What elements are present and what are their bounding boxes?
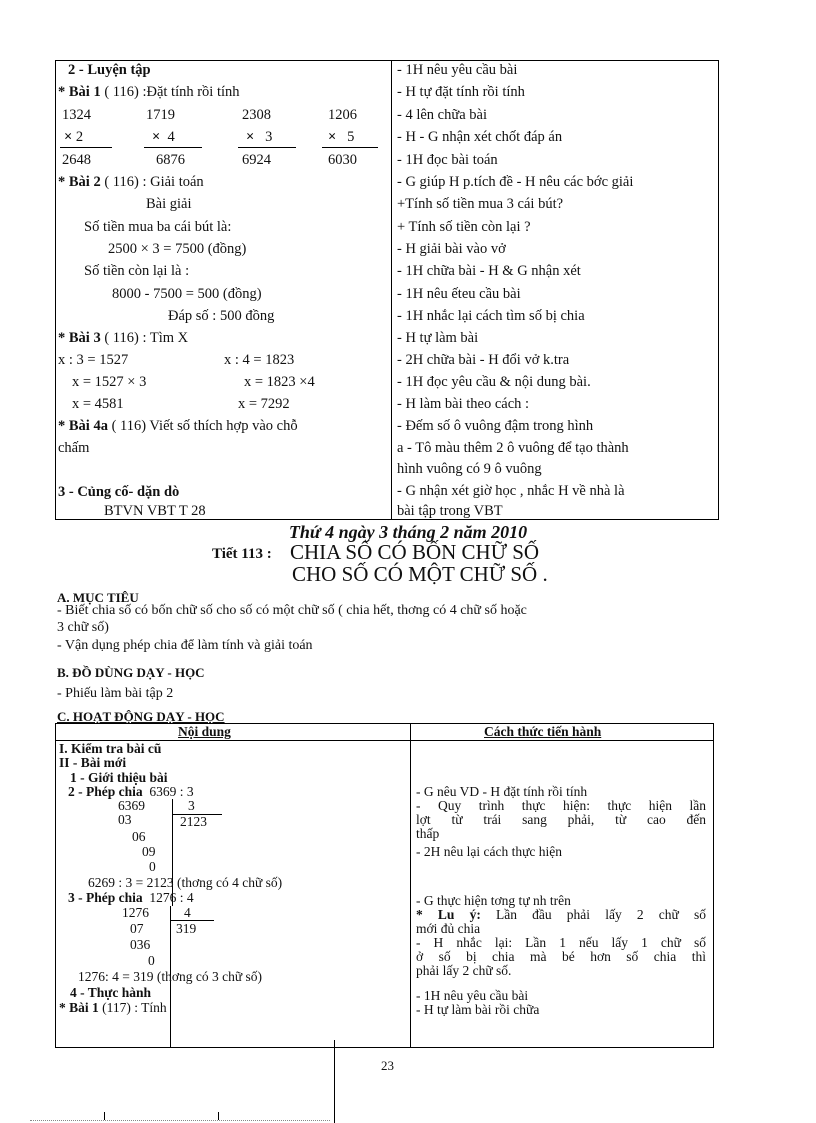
activities-heading: C. HOẠT ĐỘNG DẠY - HỌC [57,709,225,724]
find-x-line: x = 1527 × 3 [72,374,147,390]
div1-dividend: 6369 [118,798,145,813]
mult-line [238,147,296,148]
div2-quotient: 319 [176,921,197,936]
division-title: 2 - Phép chia 6369 : 3 [68,784,194,799]
procedure-line: - Đếm số ô vuông đậm trong hình [397,418,594,434]
col-header-method: Cách thức tiến hành [484,724,602,739]
procedure-line: - 1H đọc bài toán [397,152,498,168]
procedure-line: a - Tô màu thêm 2 ô vuông để tạo thành [397,440,629,456]
table-bottom-border [55,1047,714,1048]
mult-a: 1206 [328,107,357,123]
mult-result: 6924 [242,152,271,168]
procedure-line: - 1H đọc yêu cầu & nội dung bài. [397,374,591,390]
solution-line: Số tiền còn lại là : [84,263,190,279]
mult-line [60,147,112,148]
col-header-content: Nội dung [178,724,231,739]
div2-divisor: 4 [184,905,191,920]
lesson-period: Tiết 113 : [212,546,272,562]
procedure-line: bài tập trong VBT [397,503,503,519]
find-x-line: x = 4581 [72,396,124,412]
mult-result: 6030 [328,152,357,168]
method-line: - H tự làm bài rồi chữa [416,1002,540,1017]
method-line: * Lu ý: Lần đầu phải lấy 2 chữ số [416,907,707,922]
method-line: ở số bị chia mà bé hơn số chia thì [416,949,706,964]
exercise-3: * Bài 3 ( 116) : Tìm X [58,330,189,346]
procedure-line: - 1H chữa bài - H & G nhận xét [397,263,581,279]
solution-heading: Bài giải [146,196,192,212]
tick-mark [218,1112,219,1120]
method-line: - G thực hiện tơng tự nh trên [416,893,571,908]
mult-b: × 2 [64,129,84,145]
method-line: mới đủ chia [416,921,481,936]
practice-title: 2 - Luyện tập [68,62,151,78]
div2-dividend: 1276 [122,905,149,920]
find-x-line: x : 4 = 1823 [224,352,295,368]
find-x-line: x : 3 = 1527 [58,352,129,368]
section-heading: 4 - Thực hành [70,985,152,1000]
div2-step: 036 [130,937,151,952]
lesson-title-1: CHIA SỐ CÓ BỐN CHỮ SỐ [290,540,540,564]
procedure-line: - H - G nhận xét chốt đáp án [397,129,563,145]
procedure-line: - 4 lên chữa bài [397,107,487,123]
procedure-line: + Tính số tiền còn lại ? [397,219,531,235]
column-divider [410,724,411,1048]
tick-mark [104,1112,105,1120]
exercise-2: * Bài 2 ( 116) : Giải toán [58,174,204,190]
solution-line: Số tiền mua ba cái bút là: [84,219,232,235]
dotted-line [30,1120,330,1121]
procedure-line: - G nhận xét giờ học , nhắc H về nhà là [397,483,625,499]
section-heading: I. Kiểm tra bài cũ [59,741,162,756]
find-x-line: x = 7292 [238,396,290,412]
lesson-title-2: CHO SỐ CÓ MỘT CHỮ SỐ . [292,562,548,586]
procedure-line: - H tự làm bài [397,330,479,346]
procedure-line: hình vuông có 9 ô vuông [397,461,542,477]
wrap-up-title: 3 - Củng cố- dặn dò [58,484,180,500]
mult-result: 6876 [156,152,185,168]
procedure-line: - H làm bài theo cách : [397,396,530,412]
division-title: 3 - Phép chia 1276 : 4 [68,890,194,905]
mult-b: × 5 [328,129,355,145]
mult-line [322,147,378,148]
materials-heading: B. ĐỒ DÙNG DẠY - HỌC [57,665,205,680]
div1-step: 03 [118,812,132,827]
page-number: 23 [381,1058,394,1073]
activities-table [55,723,714,1048]
div1-step: 06 [132,829,146,844]
exercise-4: * Bài 4a ( 116) Viết số thích hợp vào chỗ [58,418,298,434]
method-line: phải lấy 2 chữ số. [416,963,512,978]
procedure-line: - 2H chữa bài - H đổi vở k.tra [397,352,570,368]
section-heading: II - Bài mới [59,755,127,770]
stray-vertical-line [334,1040,335,1123]
procedure-line: - H tự đặt tính rồi tính [397,84,525,100]
mult-a: 2308 [242,107,271,123]
solution-answer: Đáp số : 500 đồng [168,308,275,324]
mult-a: 1324 [62,107,91,123]
objective-line: 3 chữ số) [57,620,109,635]
div1-step: 09 [142,844,156,859]
method-line: - G nêu VD - H đặt tính rồi tính [416,784,588,799]
objective-line: - Biết chia số có bốn chữ số cho số có một chữ số ( chia hết, thơng có 4 chữ số hoặc [57,603,527,618]
div1-step: 0 [149,859,156,874]
procedure-line: - 1H nhắc lại cách tìm số bị chia [397,308,585,324]
div1-quotient: 2123 [180,814,207,829]
mult-b: × 4 [152,129,175,145]
lesson-date: Thứ 4 ngày 3 tháng 2 năm 2010 [288,522,528,542]
objective-line: - Vận dụng phép chia để làm tính và giải toán [57,638,313,653]
materials-line: - Phiếu làm bài tập 2 [57,686,174,701]
div1-divisor: 3 [188,798,195,813]
objectives-heading: A. MỤC TIÊU [57,590,139,605]
mult-result: 2648 [62,152,91,168]
procedure-line: - G giúp H p.tích đề - H nêu các bớc giải [397,174,634,190]
method-line: - Quy trình thực hiện: thực hiện lần [416,798,706,813]
section-heading: 1 - Giới thiệu bài [70,770,168,785]
div1-result: 6269 : 3 = 2123 (thơng có 4 chữ số) [88,875,283,890]
exercise-1: * Bài 1 ( 116) :Đặt tính rồi tính [58,84,240,100]
exercise-1: * Bài 1 (117) : Tính [59,1000,167,1015]
div2-step: 0 [148,953,155,968]
mult-line [144,147,202,148]
mult-b: × 3 [246,129,273,145]
solution-line: 2500 × 3 = 7500 (đồng) [108,241,247,257]
method-line: - 2H nêu lại cách thực hiện [416,844,563,859]
column-divider [391,61,392,519]
method-line: - H nhắc lại: Lần 1 nếu lấy 1 chữ số [416,935,706,950]
procedure-line: - 1H nêu ếteu cầu bài [397,286,521,302]
method-line: - 1H nêu yêu cầu bài [416,988,529,1003]
find-x-line: x = 1823 ×4 [244,374,315,390]
method-line: thấp [416,826,440,841]
solution-line: 8000 - 7500 = 500 (đồng) [112,286,262,302]
div2-result: 1276: 4 = 319 (thơng có 3 chữ số) [78,969,263,984]
exercise-4-cont: chấm [58,440,90,456]
procedure-line: - 1H nêu yêu cầu bài [397,62,518,78]
procedure-line: +Tính số tiền mua 3 cái bút? [397,196,564,212]
homework: BTVN VBT T 28 [104,503,206,519]
procedure-line: - H giải bài vào vở [397,241,506,257]
practice-table [55,60,719,520]
div2-step: 07 [130,921,144,936]
method-line: lợt từ trái sang phải, từ cao đến [416,812,706,827]
mult-a: 1719 [146,107,175,123]
